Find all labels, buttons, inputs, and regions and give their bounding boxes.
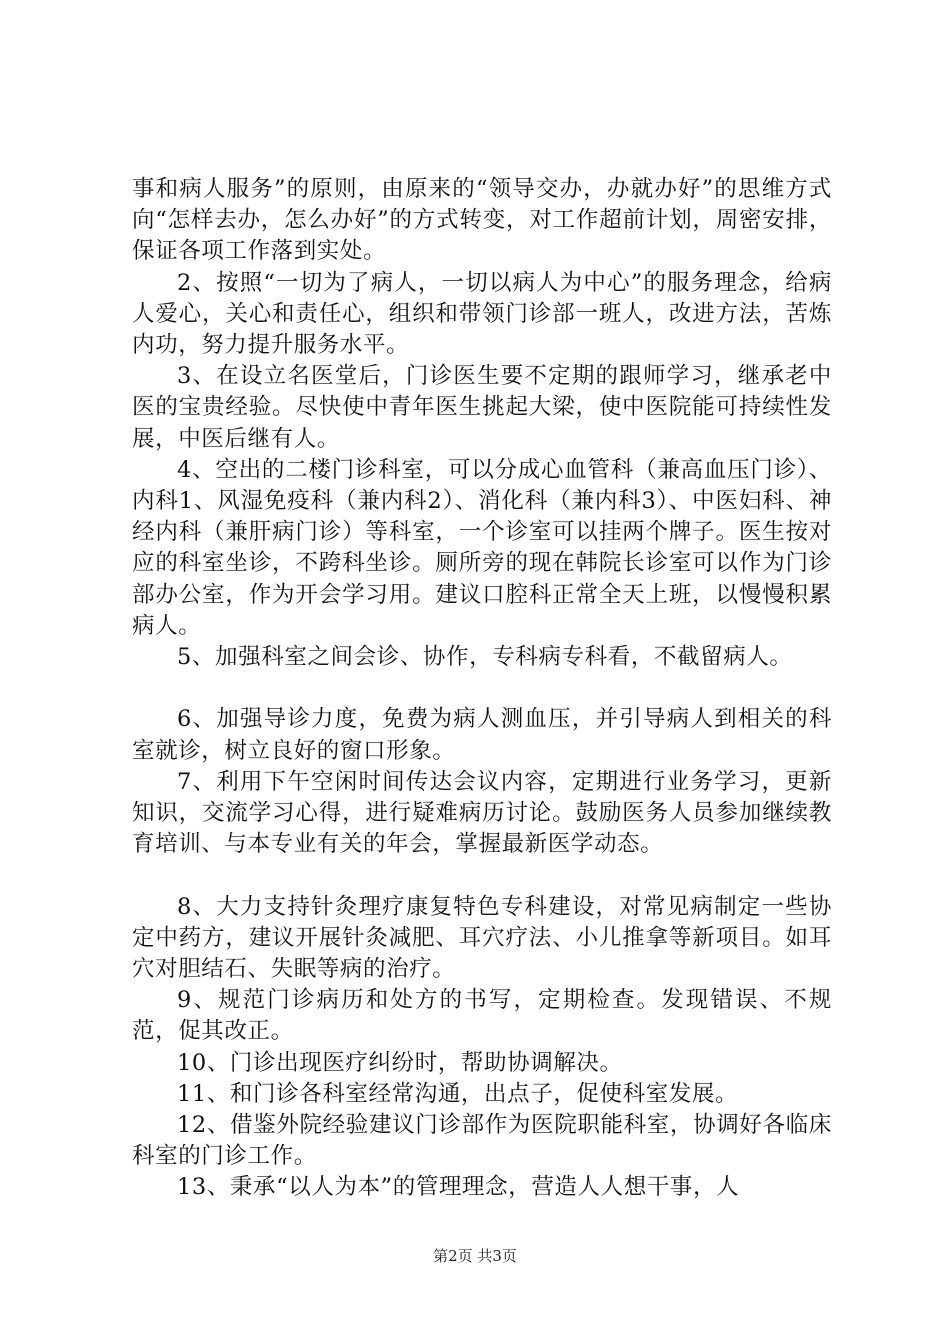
paragraph-gap: [132, 860, 832, 891]
paragraph-6: 6、加强导诊力度，免费为病人测血压，并引导病人到相关的科室就诊，树立良好的窗口形象。: [132, 706, 832, 764]
paragraph-13: 13、秉承“以人为本”的管理理念，营造人人想干事，人: [177, 1174, 740, 1201]
paragraph-5: 5、加强科室之间会诊、协作，专科病专科看，不截留病人。: [177, 644, 793, 671]
paragraph-10: 10、门诊出现医疗纠纷时，帮助协调解决。: [177, 1049, 623, 1076]
paragraph-1: 事和病人服务”的原则，由原来的“领导交办，办就办好”的思维方式向“怎样去办，怎么办好”的方式转变，对工作超前计划，周密安排，保证各项工作落到实处。: [132, 176, 832, 265]
paragraph-11: 11、和门诊各科室经常沟通，出点子，促使科室发展。: [177, 1080, 739, 1107]
paragraph-7: 7、利用下午空闲时间传达会议内容，定期进行业务学习，更新知识，交流学习心得，进行疑难病历讨论。鼓励医务人员参加继续教育培训、与本专业有关的年会，掌握最新医学动态。: [132, 768, 832, 858]
paragraph-gap: [132, 673, 832, 704]
paragraph-8: 8、大力支持针灸理疗康复特色专科建设，对常见病制定一些协定中药方，建议开展针灸减肥、耳穴疗法、小儿推拿等新项目。如耳穴对胆结石、失眠等病的治疗。: [132, 893, 832, 983]
page-number-label: 第2页 共3页: [433, 1247, 517, 1265]
paragraph-4: 4、空出的二楼门诊科室，可以分成心血管科（兼高血压门诊）、内科1、风湿免疫科（兼内科2）、消化科（兼内科3）、中医妇科、神经内科（兼肝病门诊）等科室，一个诊室可以挂两个牌子。医生按对应的科室坐诊，不跨科坐诊。厕所旁的现在韩院长诊室可以作为门诊部办公室，作为开会学习用。建议口腔科正常全天上班，以慢慢积累病人。: [132, 456, 832, 639]
page-footer: [0, 1246, 950, 1266]
paragraph-2: 2、按照“一切为了病人，一切以病人为中心”的服务理念，给病人爱心，关心和责任心，组织和带领门诊部一班人，改进方法，苦炼内功，努力提升服务水平。: [132, 269, 832, 359]
document-body: [132, 174, 832, 1204]
paragraph-9: 9、规范门诊病历和处方的书写，定期检查。发现错误、不规范，促其改正。: [132, 987, 832, 1045]
paragraph-12: 12、借鉴外院经验建议门诊部作为医院职能科室，协调好各临床科室的门诊工作。: [132, 1112, 832, 1170]
paragraph-3: 3、在设立名医堂后，门诊医生要不定期的跟师学习，继承老中医的宝贵经验。尽快使中青年医生挑起大梁，使中医院能可持续性发展，中医后继有人。: [132, 363, 832, 452]
